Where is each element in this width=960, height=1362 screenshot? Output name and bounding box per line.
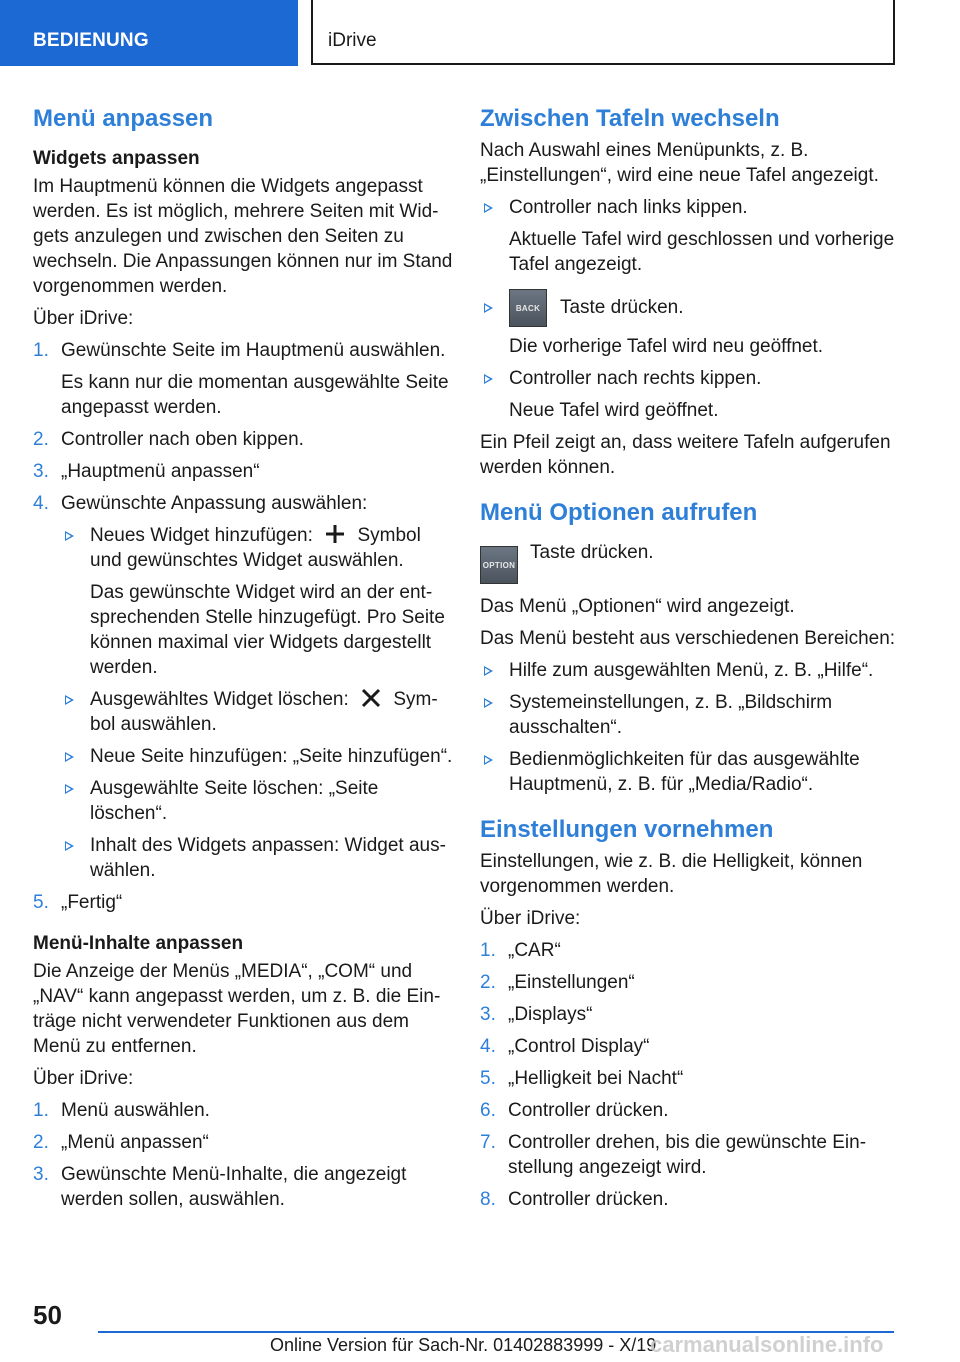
steps-menu-inhalte [33,1098,453,1212]
chapter-tab: BEDIENUNG [0,0,298,66]
step-number: 2. [33,429,49,450]
step-text: „Displays“ [508,1004,593,1025]
heading-einstellungen: Einstellungen vornehmen [480,816,774,843]
back-key-icon: BACK [509,289,547,327]
triangle-bullet-icon [484,374,493,384]
list-item [480,1002,900,1027]
step-text: Controller drehen, bis die gewünschte Einstellung angezeigt wird. [508,1132,867,1178]
bullet-text: Symbol und gewünschtes Widget auswählen. [90,525,421,571]
list-item [61,833,453,883]
paragraph-tafeln: Nach Auswahl eines Menüpunkts, z. B. „Einstellungen“, wird eine neue Tafel angezeigt. [480,140,879,186]
paragraph-einstellungen: Einstellungen, wie z. B. die Helligkeit, können vorgenommen werden. [480,851,863,897]
list-item [33,491,453,883]
bullet-subtext: Neue Tafel wird geöffnet. [509,400,719,421]
list-item [480,658,900,683]
step-text: Controller drücken. [508,1189,669,1210]
triangle-bullet-icon [484,203,493,213]
step-text: Gewünschte Anpassung auswählen: [61,493,368,514]
step-number: 5. [33,892,49,913]
list-item [33,459,453,484]
option-key-icon: OPTION [480,546,518,584]
list-item [33,1098,453,1123]
bullet-text: Taste drücken. [559,297,684,319]
step-number: 2. [480,972,496,993]
bullet-subtext: Die vorherige Tafel wird neu geöffnet. [509,336,824,357]
list-item [33,427,453,452]
list-item [61,744,453,769]
list-item [480,1066,900,1091]
ueber-idrive-1: Über iDrive: [33,308,134,329]
triangle-bullet-icon [484,303,493,313]
bullet-text: Systemeinstellungen, z. B. „Bildschirm ausschalten“. [509,692,833,738]
step-number: 1. [33,1100,49,1121]
bullet-text: Neue Seite hinzufügen: „Seite hinzufügen“. [90,746,453,767]
triangle-bullet-icon [65,784,74,794]
step-text: „Helligkeit bei Nacht“ [508,1068,684,1089]
footer-online-version: Online Version für Sach-Nr. 01402883999 - X/19 [270,1335,657,1355]
step-number: 3. [33,461,49,482]
triangle-bullet-icon [65,695,74,705]
step-subtext: Es kann nur die momentan ausgewählte Seite angepasst werden. [61,372,449,418]
bullet-text: Bedienmöglichkeiten für das ausgewählte Hauptmenü, z. B. für „Media/Radio“. [509,749,860,795]
step-number: 2. [33,1132,49,1153]
left-column [33,98,453,1219]
list-item [33,1162,453,1212]
bullet-text: Controller nach links kippen. [509,197,748,218]
plus-icon [324,524,346,544]
watermark: carmanualsonline.info [650,1332,884,1357]
list-item [61,776,453,826]
step-number: 6. [480,1100,496,1121]
triangle-bullet-icon [65,531,74,541]
list-item [480,1098,900,1123]
paragraph-optionen-2: Das Menü besteht aus verschiedenen Bereichen: [480,628,896,649]
bullet-text: Hilfe zum ausgewählten Menü, z. B. „Hilfe“. [509,660,874,681]
list-item [480,1187,900,1212]
step-number: 3. [480,1004,496,1025]
triangle-bullet-icon [484,755,493,765]
step-number: 7. [480,1132,496,1153]
step-number: 1. [33,340,49,361]
step-number: 8. [480,1189,496,1210]
heading-menu-anpassen: Menü anpassen [33,105,214,132]
list-item [480,970,900,995]
list-item [480,366,900,423]
list-item [480,1034,900,1059]
customization-options [61,523,453,883]
heading-widgets-anpassen: Widgets anpassen [33,148,200,169]
step-number: 1. [480,940,496,961]
step-text: Controller nach oben kippen. [61,429,304,450]
step-text: Controller drücken. [508,1100,669,1121]
option-text: Taste drücken. [530,542,654,563]
page-header [0,0,960,66]
list-item [61,523,453,680]
bullet-subtext: Das gewünschte Widget wird an der entsprechenden Stelle hinzugefügt. Pro Seite können maximal vier Widgets dargestellt werden. [90,582,445,678]
list-item [61,687,453,737]
triangle-bullet-icon [484,698,493,708]
step-text: Gewünschte Menü-Inhalte, die angezeigt werden sollen, auswählen. [61,1164,407,1210]
bullet-text: Neues Widget hinzufügen: [90,525,313,546]
heading-optionen-aufrufen: Menü Optionen aufrufen [480,499,758,526]
bullet-subtext: Aktuelle Tafel wird geschlossen und vorherige Tafel angezeigt. [509,229,895,275]
triangle-bullet-icon [65,841,74,851]
section-tab: iDrive [311,0,895,65]
list-item [33,338,453,420]
step-number: 4. [480,1036,496,1057]
close-icon [360,688,382,708]
triangle-bullet-icon [65,752,74,762]
bullet-text: Symbol auswählen. [90,689,438,735]
heading-menu-inhalte: Menü-Inhalte anpassen [33,933,244,954]
ueber-idrive-3: Über iDrive: [480,908,581,929]
bullet-text: Ausgewähltes Widget löschen: [90,689,349,710]
bullet-text: Controller nach rechts kippen. [509,368,762,389]
list-item [480,195,900,277]
paragraph-menu-inhalte: Die Anzeige der Menüs „MEDIA“, „COM“ und „NAV“ kann angepasst werden, um z. B. die Einträge nicht verwendeter Funktionen aus dem Menü zu entfernen. [33,961,441,1057]
optionen-bullets [480,658,900,797]
step-text: „Fertig“ [61,892,123,913]
step-text: „Einstellungen“ [508,972,635,993]
step-text: „Hauptmenü anpassen“ [61,461,260,482]
steps-widgets [33,338,453,915]
list-item [33,890,453,915]
list-item [480,289,900,359]
triangle-bullet-icon [484,666,493,676]
list-item [480,690,900,740]
heading-tafeln-wechseln: Zwischen Tafeln wechseln [480,105,780,132]
ueber-idrive-2: Über iDrive: [33,1068,134,1089]
list-item [33,1130,453,1155]
right-column [480,98,900,1219]
step-number: 5. [480,1068,496,1089]
list-item [480,1130,900,1180]
step-text: Gewünschte Seite im Hauptmenü auswählen. [61,340,446,361]
step-text: Menü auswählen. [61,1100,210,1121]
paragraph-widgets: Im Hauptmenü können die Widgets angepasst werden. Es ist möglich, mehrere Seiten mit Widgets anzulegen und zwischen den Seiten zu wechseln. Die Anpassungen können nur im Stand vorgenommen werden. [33,176,453,297]
steps-einstellungen [480,938,900,1212]
step-text: „Control Display“ [508,1036,650,1057]
list-item [480,938,900,963]
step-text: „Menü anpassen“ [61,1132,209,1153]
paragraph-pfeil: Ein Pfeil zeigt an, dass weitere Tafeln aufgerufen werden können. [480,432,891,478]
step-number: 3. [33,1164,49,1185]
step-text: „CAR“ [508,940,561,961]
page-number: 50 [33,1300,62,1330]
bullet-text: Ausgewählte Seite löschen: „Seite löschen“. [90,778,379,824]
list-item [480,747,900,797]
paragraph-optionen-1: Das Menü „Optionen“ wird angezeigt. [480,596,795,617]
option-key-row [480,540,900,584]
bullet-text: Inhalt des Widgets anpassen: Widget auswählen. [90,835,446,881]
tafeln-bullets [480,195,900,423]
step-number: 4. [33,493,49,514]
